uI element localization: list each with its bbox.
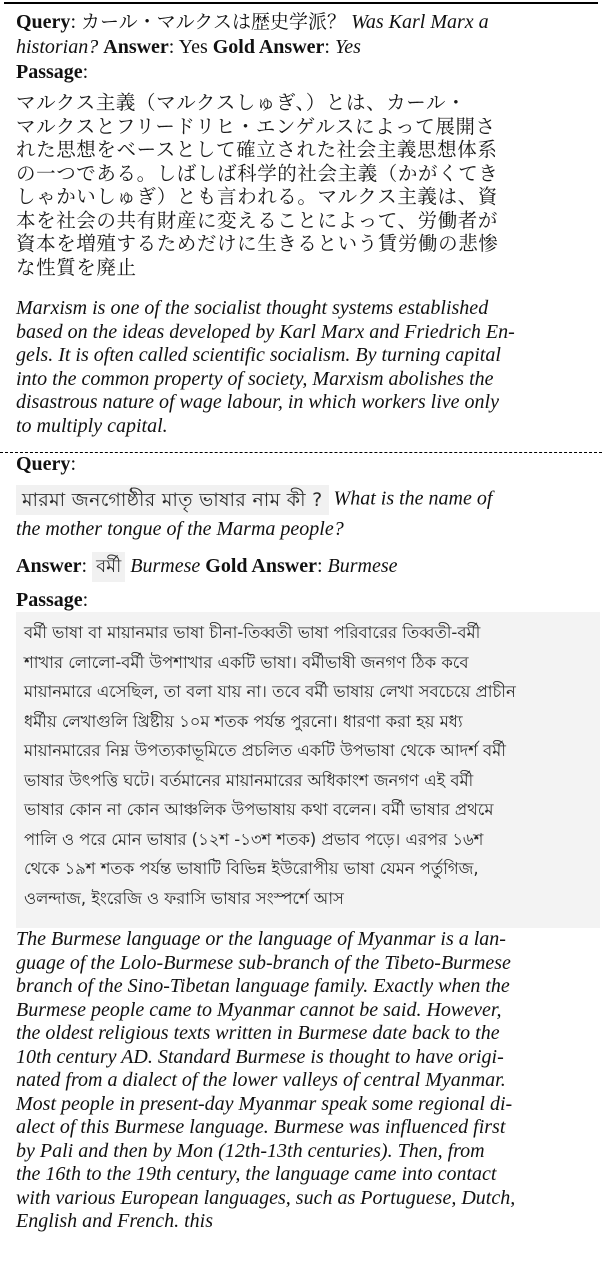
query-line-2: [16, 517, 588, 542]
passage-bengali-line: ধর্মীয় লেখাগুলি খ্রিষ্টীয় ১০ম শতক পর্যন্ত পুরনো। ধারণা করা হয় মধ্য: [24, 711, 463, 731]
answer-label: Answer: [16, 555, 82, 577]
passage-english-line: branch of the Sino-Tibetan language family. Exactly when the: [16, 975, 510, 997]
query-bengali-image: মারমা জনগোষ্ঠীর মাতৃ ভাষার নাম কী ?: [16, 485, 329, 515]
gold-answer-label: Gold Answer: [212, 36, 325, 58]
gold-answer-value: Burmese: [327, 555, 398, 577]
passage-english-line: nated from a dialect of the lower valleys of central Myanmar.: [16, 1069, 506, 1091]
query-english-cont: historian?: [16, 36, 99, 58]
answer-label: Answer: [103, 36, 169, 58]
passage-label: Passage: [16, 589, 83, 612]
answer-value: Yes: [178, 36, 208, 58]
passage-english-line: disastrous nature of wage labour, in which workers live only: [16, 391, 499, 413]
passage-bengali-line: পালি ও পরে মোন ভাষার (১২শ -১৩শ শতক) প্রভাব পড়ে। এরপর ১৬শ: [24, 829, 484, 849]
passage-english-line: The Burmese language or the language of Myanmar is a lan-: [16, 928, 506, 950]
query-line-bengali: [16, 485, 588, 515]
query-label: Query: [16, 453, 71, 475]
passage-english-line: the 16th to the 19th century, the language came into contact: [16, 1163, 497, 1185]
passage-english-line: gels. It is often called scientific socialism. By turning capital: [16, 344, 501, 366]
passage-japanese-line: れた思想をベースとして確立された社会主義思想体系: [16, 138, 498, 161]
passage-english-line: alect of this Burmese language. Burmese was influenced first: [16, 1116, 506, 1138]
passage-japanese-line: 資本を増殖するためだけに生きるという賃労働の悲惨: [16, 232, 499, 255]
query-english-cont: the mother tongue of the Marma people?: [16, 518, 344, 540]
answer-english: Burmese: [130, 555, 201, 577]
passage-bengali-line: মায়ানমারের নিম্ন উপত্যকাভূমিতে প্রচলিত একটি উপভাষা থেকে আদর্শ বর্মী: [24, 741, 506, 760]
passage-heading: Passage:: [16, 589, 89, 612]
passage-english-line: by Pali and then by Mon (12th-13th centuries). Then, from: [16, 1139, 485, 1162]
query-line-2: historian? Answer: Yes Gold Answer: Yes: [16, 36, 361, 58]
passage-japanese-line: の一つである。しばしば科学的社会主義（かがくてき: [16, 161, 499, 185]
query-label: Query: [16, 11, 71, 33]
passage-japanese-line: な性質を廃止: [16, 255, 137, 279]
passage-japanese: [16, 91, 594, 279]
passage-bengali-line: ভাষার উৎপত্তি ঘটে। বর্তমানের মায়ানমারের অধিকাংশ জনগণ এই বর্মী: [24, 770, 474, 790]
example-1-query: [16, 10, 588, 85]
passage-japanese-line: 本を社会の共有財産に変えることによって、労働者が: [16, 208, 499, 232]
query-line-1: Query: カール・マルクスは歴史学派？ Was Karl Marx a: [16, 11, 489, 33]
passage-bengali-image: [16, 612, 600, 928]
passage-english-line: into the common property of society, Marxism abolishes the: [16, 367, 494, 390]
passage-japanese-line: マルクスとフリードリヒ・エンゲルスによって展開さ: [16, 114, 496, 138]
example-2-query: [16, 452, 588, 613]
answer-line: Answer: বর্মী Burmese Gold Answer: Burmese: [16, 552, 588, 582]
query-label-line: Query:: [16, 453, 76, 475]
query-japanese: カール・マルクスは歴史学派？: [81, 11, 347, 33]
passage-english-line: guage of the Lolo-Burmese sub-branch of the Tibeto-Burmese: [16, 951, 511, 974]
query-english: Was Karl Marx a: [351, 11, 489, 33]
passage-english-line: to multiply capital.: [16, 414, 168, 437]
passage-english-line: Burmese people came to Myanmar cannot be said. However,: [16, 998, 502, 1021]
passage-heading: Passage:: [16, 61, 89, 83]
passage-english-line: 10th century AD. Standard Burmese is thought to have origi-: [16, 1045, 504, 1068]
passage-label: Passage: [16, 61, 83, 83]
passage-english-line: with various European languages, such as Portuguese, Dutch,: [16, 1186, 516, 1209]
passage-bengali-line: বর্মী ভাষা বা মায়ানমার ভাষা চীনা-তিব্বতী ভাষা পরিবারের তিব্বতী-বর্মী: [24, 623, 481, 642]
passage-japanese-line: マルクス主義（マルクスしゅぎ、）とは、カール・: [16, 91, 467, 114]
query-english: What is the name of: [333, 487, 493, 510]
passage-english-translation-2: [16, 928, 594, 1234]
passage-bengali-line: ভাষার কোন না কোন আঞ্চলিক উপভাষায় কথা বলেন। বর্মী ভাষার প্রথমে: [24, 800, 494, 819]
passage-english-line: Marxism is one of the socialist thought systems established: [16, 297, 489, 319]
gold-answer-label: Gold Answer: [205, 555, 317, 577]
answer-bengali-image: বর্মী: [92, 552, 125, 582]
passage-bengali-line: ওলন্দাজ, ইংরেজি ও ফরাসি ভাষার সংস্পর্শে আস: [24, 888, 344, 908]
passage-bengali-line: মায়ানমারে এসেছিল, তা বলা যায় না। তবে বর্মী ভাষায় লেখা সবচেয়ে প্রাচীন: [24, 682, 516, 701]
passage-english-line: the oldest religious texts written in Burmese date back to the: [16, 1022, 500, 1044]
passage-english-line: based on the ideas developed by Karl Marx and Friedrich En-: [16, 320, 515, 343]
passage-bengali-line: শাখার লোলো-বর্মী উপশাখার একটি ভাষা। বর্মীভাষী জনগণ ঠিক কবে: [24, 652, 469, 672]
top-rule: [4, 2, 598, 4]
passage-japanese-line: しゃかいしゅぎ）とも言われる。マルクス主義は、資: [16, 185, 498, 208]
gold-answer-value: Yes: [334, 36, 361, 58]
passage-bengali-line: থেকে ১৯শ শতক পর্যন্ত ভাষাটি বিভিন্ন ইউরোপীয় ভাষা যেমন পর্তুগিজ,: [24, 859, 479, 878]
passage-english-line: English and French. this: [16, 1210, 214, 1232]
passage-english-line: Most people in present-day Myanmar speak some regional di-: [16, 1092, 513, 1115]
passage-english-translation: [16, 297, 588, 438]
